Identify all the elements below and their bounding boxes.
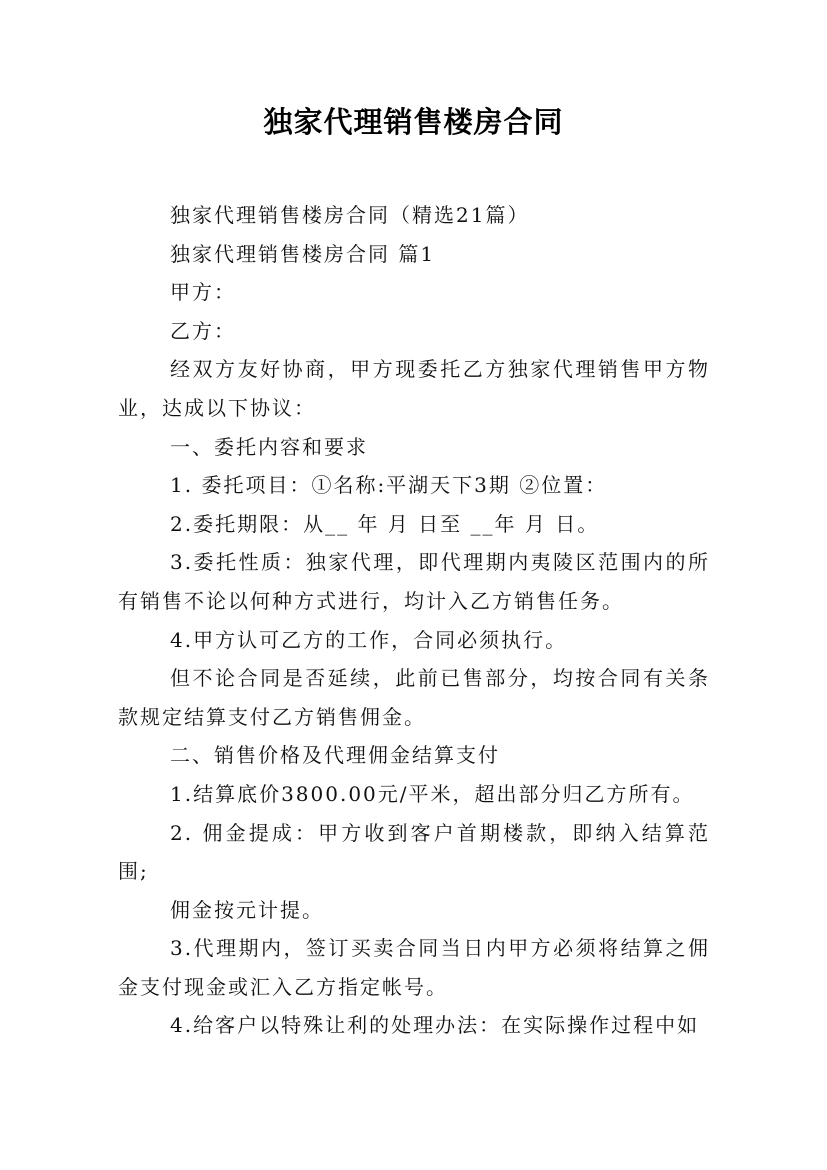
- paragraph-line: 甲方：: [170, 280, 236, 305]
- paragraph-line: 金支付现金或汇入乙方指定帐号。: [118, 974, 448, 999]
- paragraph-line: 独家代理销售楼房合同 篇1: [170, 241, 436, 266]
- paragraph-clause-heading-1: [118, 428, 710, 467]
- paragraph-line: 3.代理期内，签订买卖合同当日内甲方必须将结算之佣: [170, 936, 710, 961]
- paragraph-subtitle: [118, 196, 710, 235]
- paragraph-item: [118, 891, 710, 930]
- paragraph-line: 款规定结算支付乙方销售佣金。: [118, 704, 426, 729]
- paragraph-item: [118, 814, 710, 891]
- paragraph-line: 1.结算底价3800.00元/平米，超出部分归乙方所有。: [170, 781, 695, 806]
- paragraph-line: 有销售不论以何种方式进行，均计入乙方销售任务。: [118, 588, 624, 613]
- paragraph-section-heading: [118, 235, 710, 274]
- paragraph-item: [118, 543, 710, 620]
- paragraph-line: 3.委托性质：独家代理，即代理期内夷陵区范围内的所: [170, 550, 710, 575]
- paragraph-item: [118, 466, 710, 505]
- paragraph-line: 业，达成以下协议：: [118, 395, 316, 420]
- paragraph-line: 一、委托内容和要求: [170, 434, 368, 459]
- paragraph-line: 二、销售价格及代理佣金结算支付: [170, 743, 500, 768]
- paragraph-preamble: [118, 350, 710, 427]
- paragraph-item: [118, 505, 710, 544]
- paragraph-party-a: [118, 273, 710, 312]
- paragraph-line: 4.给客户以特殊让利的处理办法：在实际操作过程中如: [170, 1013, 700, 1038]
- paragraph-item: [118, 621, 710, 660]
- paragraph-line: 乙方：: [170, 318, 236, 343]
- document-title: 独家代理销售楼房合同: [263, 105, 564, 139]
- document-body: [118, 196, 710, 1045]
- paragraph-line: 独家代理销售楼房合同（精选21篇）: [170, 203, 530, 227]
- paragraph-party-b: [118, 312, 710, 351]
- paragraph-line: 4.甲方认可乙方的工作，合同必须执行。: [170, 627, 568, 652]
- paragraph-item: [118, 775, 710, 814]
- paragraph-clause-heading-2: [118, 736, 710, 775]
- paragraph-item: [118, 659, 710, 736]
- paragraph-line: 2. 佣金提成：甲方收到客户首期楼款，即纳入结算范: [170, 820, 710, 845]
- paragraph-item: [118, 929, 710, 1006]
- paragraph-item: [118, 1006, 710, 1045]
- paragraph-line: 2.委托期限：从__ 年 月 日至 __年 月 日。: [170, 511, 600, 536]
- paragraph-line: 佣金按元计提。: [170, 897, 324, 922]
- paragraph-line: 经双方友好协商，甲方现委托乙方独家代理销售甲方物: [170, 357, 710, 382]
- paragraph-line: 1. 委托项目：①名称:平湖天下3期 ②位置：: [170, 473, 608, 498]
- paragraph-line: 但不论合同是否延续，此前已售部分，均按合同有关条: [170, 666, 710, 691]
- paragraph-line: 围;: [118, 859, 149, 884]
